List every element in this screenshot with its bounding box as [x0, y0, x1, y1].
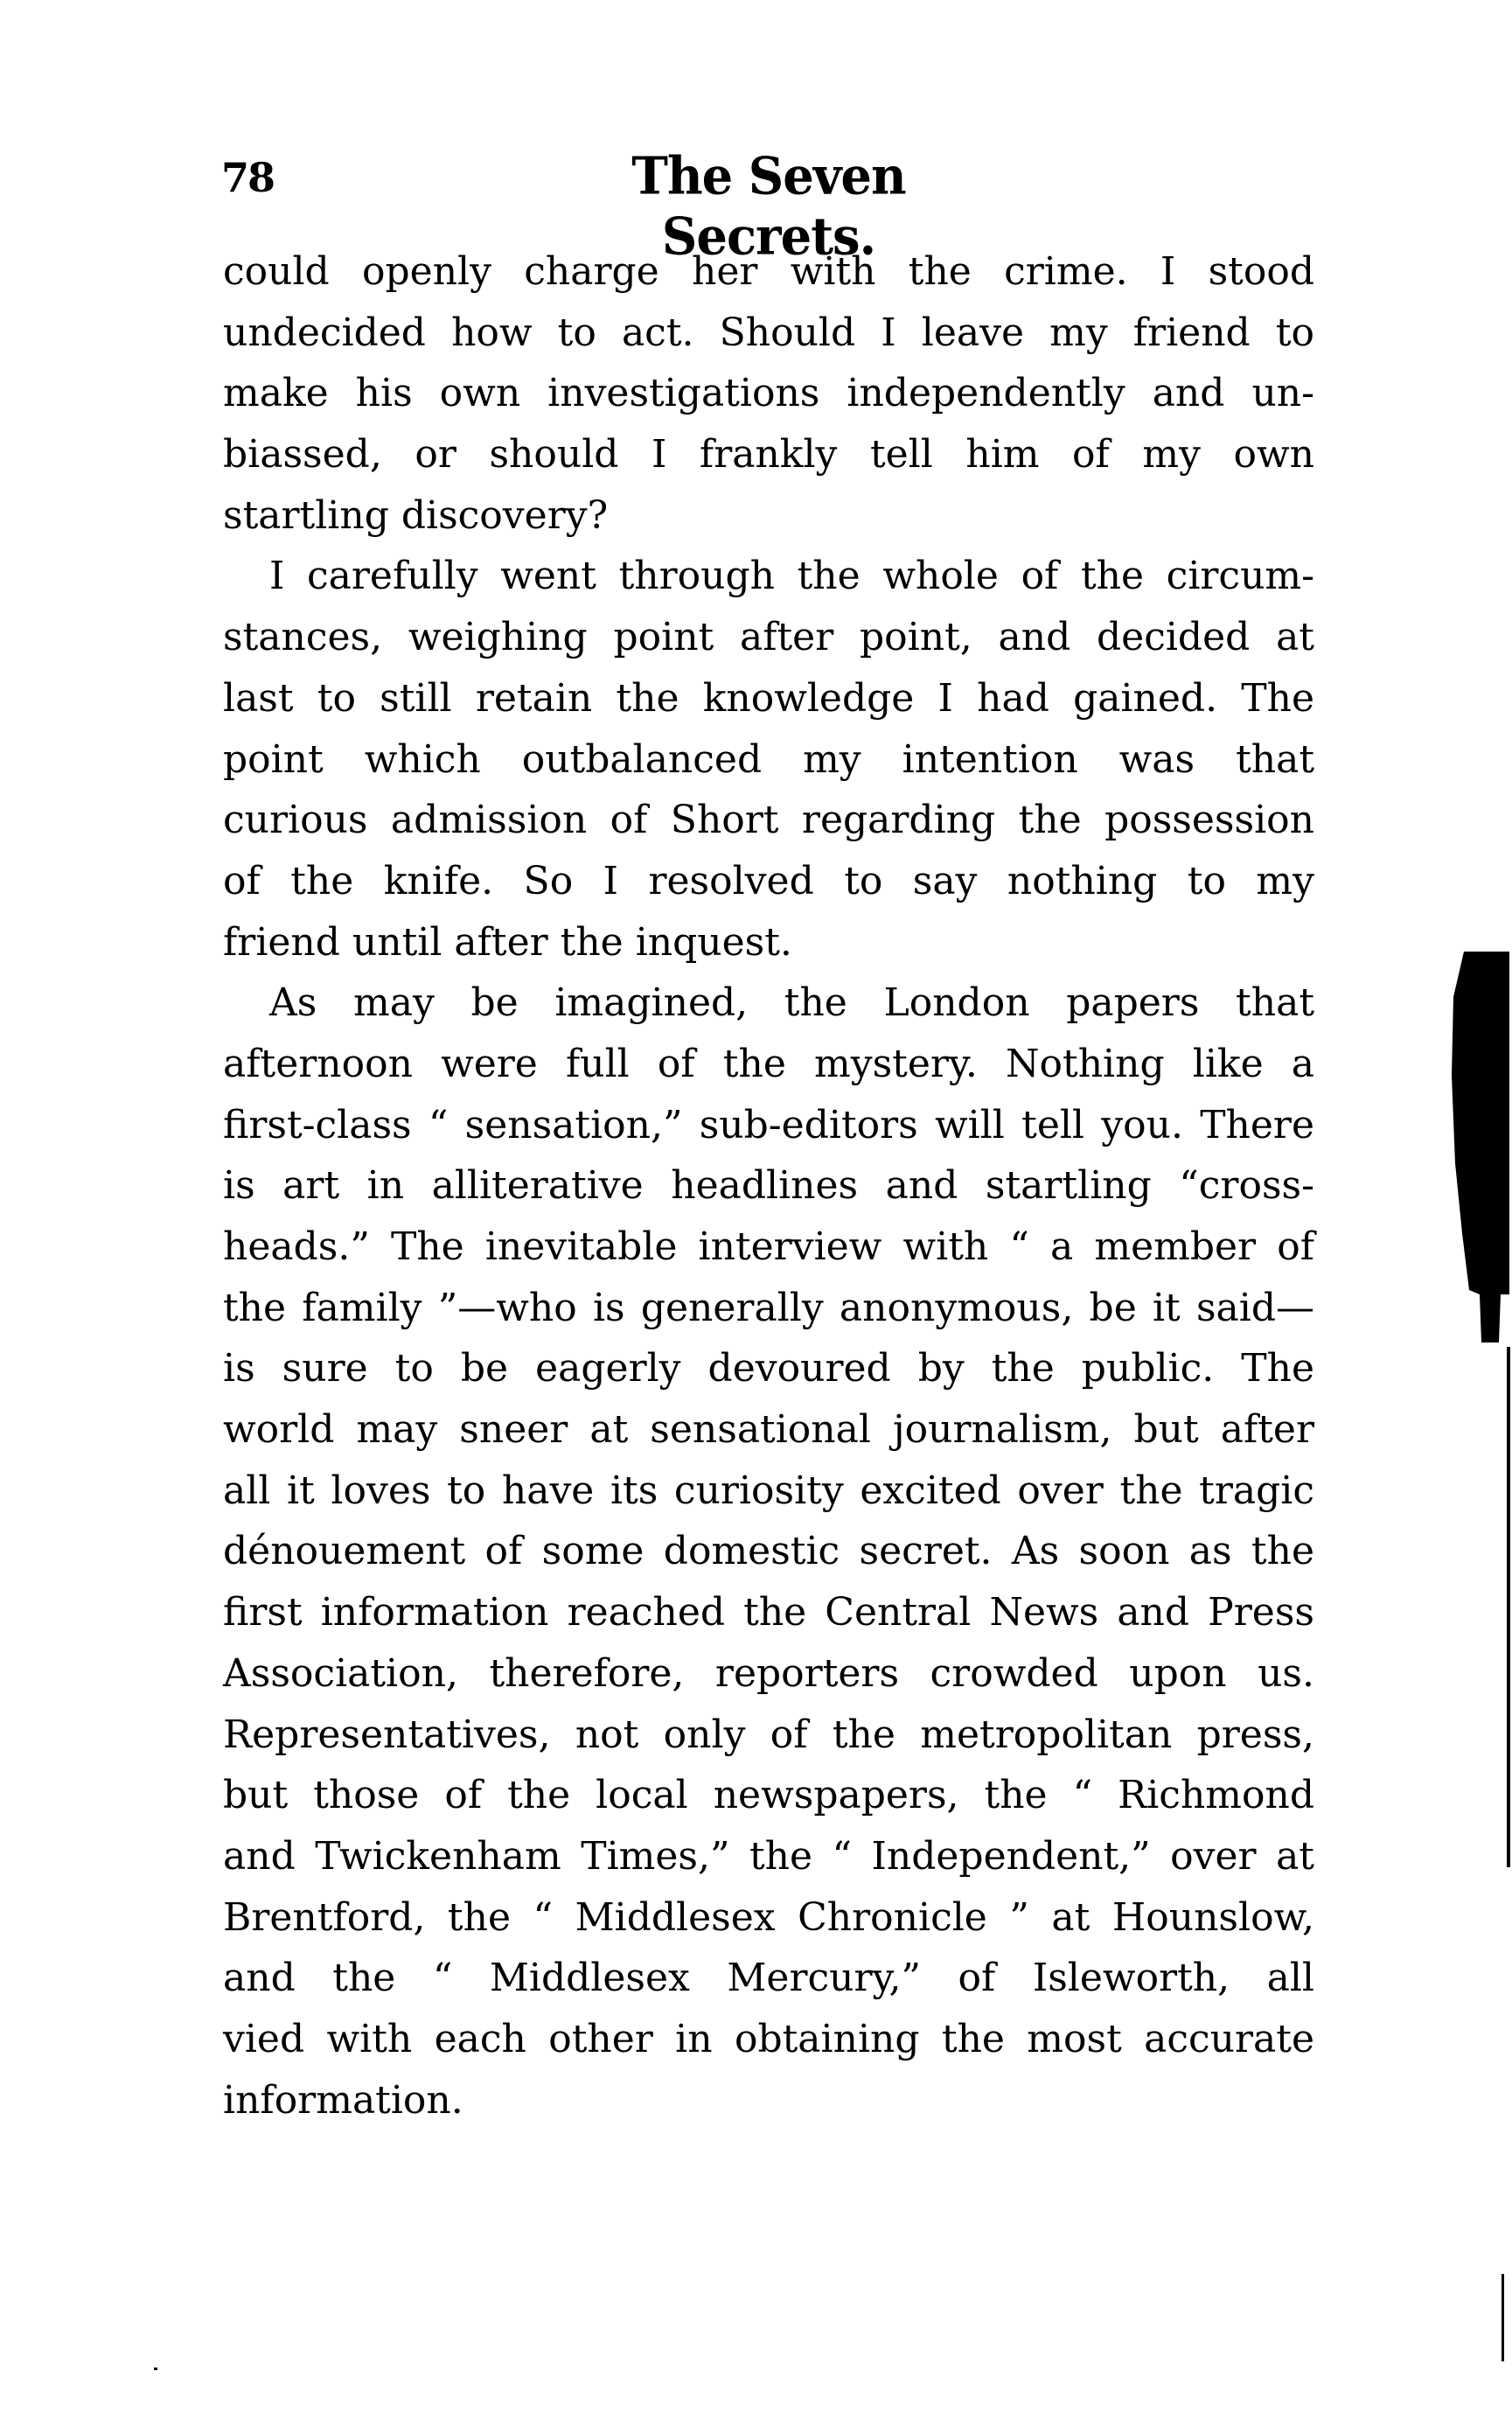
text-line: could openly charge her with the crime. I stood — [223, 249, 1314, 294]
running-title: The Seven Secrets. — [631, 145, 906, 268]
text-line: vied with each other in obtaining the most accurate — [223, 2016, 1314, 2061]
text-line: is sure to be eagerly devoured by the public. The — [223, 1346, 1314, 1391]
text-line: information. — [223, 2077, 463, 2123]
text-line: Brentford, the “ Middlesex Chronicle ” at Hounslow, — [223, 1894, 1314, 1940]
text-line: As may be imagined, the London papers that — [269, 980, 1314, 1026]
text-line: dénouement of some domestic secret. As soon as the — [223, 1529, 1314, 1574]
scan-edge-line — [1507, 1347, 1510, 1867]
scan-speck — [154, 2368, 157, 2370]
running-head — [221, 145, 1314, 268]
text-line: last to still retain the knowledge I had gained. The — [223, 675, 1314, 721]
text-line: I carefully went through the whole of the circum- — [269, 554, 1314, 599]
text-line: startling discovery? — [223, 492, 609, 538]
text-line: afternoon were full of the mystery. Nothing like a — [223, 1041, 1314, 1086]
scan-edge-line — [1502, 2274, 1504, 2361]
paragraph — [223, 241, 1314, 546]
text-line: heads.” The inevitable interview with “ a member of — [223, 1224, 1314, 1269]
text-line: undecided how to act. Should I leave my friend to — [223, 310, 1314, 355]
paragraph — [223, 973, 1314, 2131]
paragraph — [223, 546, 1314, 973]
text-line: friend until after the inquest. — [223, 919, 792, 965]
text-line: first information reached the Central News and Press — [223, 1590, 1314, 1635]
text-line: world may sneer at sensational journalism, but after — [223, 1407, 1314, 1453]
text-line: the family ”—who is generally anonymous, be it said— — [223, 1285, 1314, 1330]
text-line: and Twickenham Times,” the “ Independent,” over at — [223, 1833, 1314, 1879]
text-line: but those of the local newspapers, the “ Richmond — [223, 1773, 1314, 1818]
text-line: first-class “ sensation,” sub-editors will tell you. There — [223, 1102, 1314, 1147]
scan-edge-shadow — [1443, 945, 1512, 1356]
text-line: point which outbalanced my intention was that — [223, 736, 1314, 782]
text-line: all it loves to have its curiosity excited over the tragic — [223, 1468, 1314, 1513]
text-line: Representatives, not only of the metropolitan press, — [223, 1712, 1314, 1757]
text-line: stances, weighing point after point, and decided at — [223, 615, 1314, 660]
text-line: and the “ Middlesex Mercury,” of Isleworth, all — [223, 1956, 1314, 2001]
body-text — [223, 241, 1314, 2131]
text-line: curious admission of Short regarding the possession — [223, 798, 1314, 843]
text-line: biassed, or should I frankly tell him of my own — [223, 432, 1314, 478]
text-line: make his own investigations independently and un- — [223, 371, 1314, 416]
text-line: is art in alliterative headlines and startling “cross- — [223, 1163, 1314, 1209]
text-line: Association, therefore, reporters crowded upon us. — [223, 1650, 1314, 1696]
text-line: of the knife. So I resolved to say nothing to my — [223, 858, 1314, 903]
page-number: 78 — [221, 154, 275, 201]
